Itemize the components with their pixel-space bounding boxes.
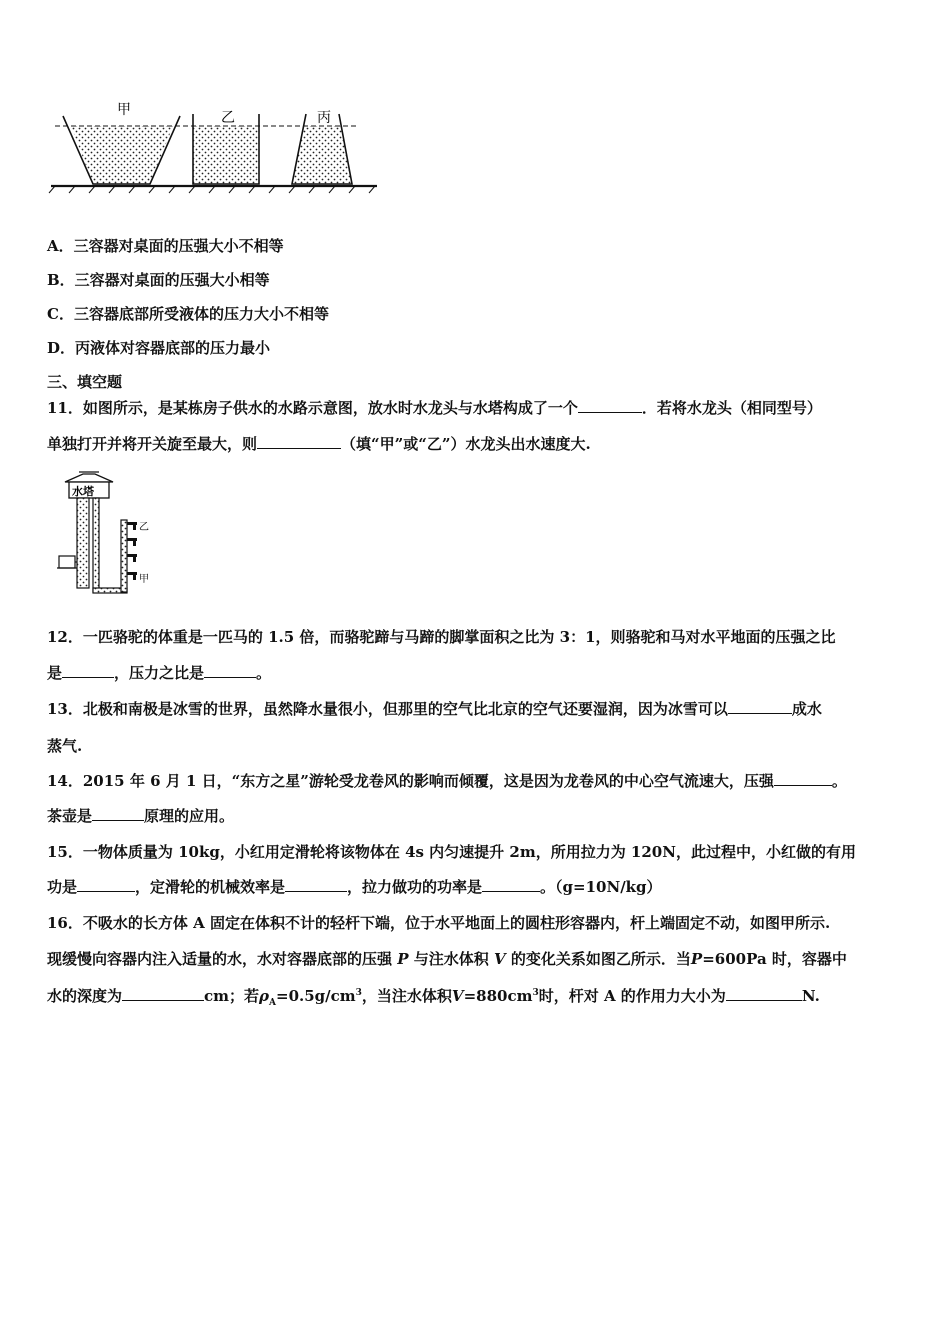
tower-roof xyxy=(65,474,113,482)
container-yi-liquid xyxy=(193,126,259,184)
q16-text-10: 时，杆对 A 的作用力大小为 xyxy=(538,987,726,1005)
q14-blank-2[interactable] xyxy=(92,806,144,821)
q11-text-1: 11．如图所示，是某栋房子供水的水路示意图，放水时水龙头与水塔构成了一个 xyxy=(47,399,578,417)
q16-blank-2[interactable] xyxy=(726,986,802,1001)
q13-text-1: 13．北极和南极是冰雪的世界，虽然降水量很小，但那里的空气比北京的空气还要湿润，因为冰雪可以 xyxy=(47,700,728,718)
q16-text-1: 现缓慢向容器内注入适量的水，水对容器底部的压强 xyxy=(47,950,393,968)
q11-text-2: ．若将水龙头（相同型号） xyxy=(641,399,822,417)
q15-text-4: 。（g=10N/kg） xyxy=(540,878,662,896)
q16-var-v: V xyxy=(494,950,506,968)
question-14-line-1 xyxy=(47,771,847,791)
q12-text-1: 是 xyxy=(47,664,63,682)
label-yi: 乙 xyxy=(221,110,235,126)
question-13-line-1 xyxy=(47,699,822,719)
option-d: D．丙液体对容器底部的压力最小 xyxy=(47,339,271,357)
q16-text-11: N. xyxy=(801,987,820,1005)
q12-blank-2[interactable] xyxy=(204,663,256,678)
q14-text-1: 14．2015 年 6 月 1 日，“东方之星”游轮受龙卷风的影响而倾覆，这是因为龙卷风的中心空气流速大，压强 xyxy=(47,772,774,790)
question-15-line-1: 15．一物体质量为 10kg，小红用定滑轮将该物体在 4s 内匀速提升 2m，所用拉力为 120N，此过程中，小红做的有用 xyxy=(47,843,856,861)
q12-blank-1[interactable] xyxy=(62,663,114,678)
q16-blank-1[interactable] xyxy=(122,986,204,1001)
question-16-line-1: 16．不吸水的长方体 A 固定在体积不计的轻杆下端，位于水平地面上的圆柱形容器内，杆上端固定不动，如图甲所示. xyxy=(47,914,831,932)
q16-text-4: =600Pa 时，容器中 xyxy=(702,950,847,968)
q16-sub-a: A xyxy=(269,998,276,1008)
q16-text-6: cm；若 xyxy=(204,987,260,1005)
q15-text-3: ，拉力做功的功率是 xyxy=(347,878,483,896)
tap-label-jia: 甲 xyxy=(139,574,149,585)
q15-blank-2[interactable] xyxy=(285,877,347,892)
q16-var-rho: ρ xyxy=(259,987,270,1005)
question-14-line-2 xyxy=(47,806,234,826)
q16-text-8: ，当注水体积 xyxy=(361,987,452,1005)
q13-text-2: 成水 xyxy=(791,700,822,718)
q12-text-2: ，压力之比是 xyxy=(114,664,205,682)
pump xyxy=(59,556,75,568)
q14-blank-1[interactable] xyxy=(774,771,832,786)
q15-blank-3[interactable] xyxy=(482,877,540,892)
question-12-line-2 xyxy=(47,663,271,683)
q16-sup-1: 3 xyxy=(355,988,362,998)
q16-var-v2: V xyxy=(451,987,464,1005)
question-16-line-3 xyxy=(47,986,820,1006)
option-c: C．三容器底部所受液体的压力大小不相等 xyxy=(47,305,329,323)
tap-label-yi: 乙 xyxy=(139,522,149,533)
section-heading: 三、填空题 xyxy=(47,373,123,391)
question-13-line-2: 蒸气. xyxy=(47,737,83,755)
label-bing: 丙 xyxy=(317,110,331,126)
q16-text-7: =0.5g/cm xyxy=(276,987,356,1005)
question-11-line-2 xyxy=(47,434,591,454)
question-11-line-1 xyxy=(47,398,822,418)
tap-2 xyxy=(127,538,137,546)
option-b: B．三容器对桌面的压强大小相等 xyxy=(47,271,270,289)
q11-blank-1[interactable] xyxy=(578,398,642,413)
option-a: A．三容器对桌面的压强大小不相等 xyxy=(47,237,284,255)
q15-text-1: 功是 xyxy=(47,878,78,896)
question-15-line-2 xyxy=(47,877,662,897)
q13-blank-1[interactable] xyxy=(728,699,792,714)
q16-var-p: P xyxy=(397,950,409,968)
containers-figure xyxy=(45,100,385,196)
q11-blank-2[interactable] xyxy=(257,434,341,449)
q14-text-3: 茶壶是 xyxy=(47,807,93,825)
tap-3 xyxy=(127,554,137,562)
q16-text-3: 的变化关系如图乙所示．当 xyxy=(510,950,691,968)
label-jia: 甲 xyxy=(117,102,131,118)
question-12-line-1: 12．一匹骆驼的体重是一匹马的 1.5 倍，而骆驼蹄与马蹄的脚掌面积之比为 3：1，则骆驼和马对水平地面的压强之比 xyxy=(47,628,836,646)
q16-text-5: 水的深度为 xyxy=(47,987,123,1005)
q16-sup-2: 3 xyxy=(532,988,539,998)
container-jia-liquid xyxy=(71,126,173,184)
water-tower-figure xyxy=(55,470,170,602)
q12-text-3: 。 xyxy=(256,664,272,682)
q11-text-3: 单独打开并将开关旋至最大，则 xyxy=(47,435,258,453)
q14-text-4: 原理的应用。 xyxy=(144,807,235,825)
q16-var-p2: P xyxy=(690,950,703,968)
q11-text-4: （填“甲”或“乙”）水龙头出水速度大. xyxy=(341,435,591,453)
q16-text-9: =880cm xyxy=(463,987,533,1005)
q16-text-2: 与注水体积 xyxy=(413,950,489,968)
q15-text-2: ，定滑轮的机械效率是 xyxy=(135,878,286,896)
tap-lower xyxy=(127,572,137,580)
q14-text-2: 。 xyxy=(831,772,847,790)
question-16-line-2 xyxy=(47,949,847,969)
tower-label: 水塔 xyxy=(72,485,94,498)
q15-blank-1[interactable] xyxy=(77,877,135,892)
tap-upper xyxy=(127,522,137,530)
